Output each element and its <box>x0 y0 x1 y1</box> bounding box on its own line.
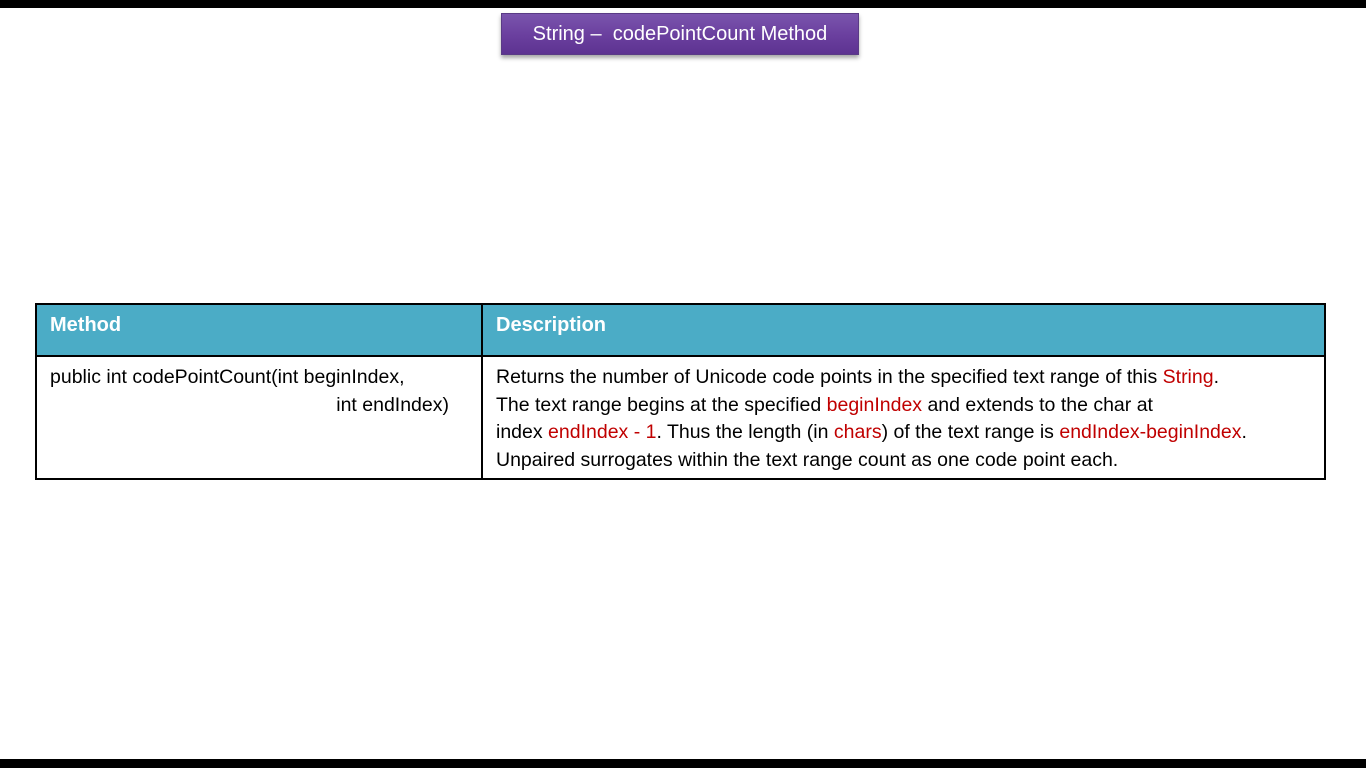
signature-line-2: int endIndex) <box>336 393 449 416</box>
table-row <box>36 356 1325 479</box>
bottom-border-bar <box>0 759 1366 768</box>
description-line-4: Unpaired surrogates within the text range count as one code point each. <box>496 448 1119 471</box>
description-column-header: Description <box>482 304 1325 356</box>
table-header-row <box>36 304 1325 356</box>
description-text: . <box>1241 421 1247 443</box>
highlight-endindex-minus-one: endIndex - 1 <box>548 421 657 443</box>
description-text: and extends to the char at <box>922 393 1153 416</box>
slide-title: String – codePointCount Method <box>501 13 859 55</box>
description-text: index <box>496 421 549 443</box>
description-line-1 <box>496 364 1311 392</box>
highlight-length-expression: endIndex-beginIndex <box>1059 421 1242 443</box>
method-description-cell <box>482 356 1325 479</box>
method-column-header: Method <box>36 304 482 356</box>
highlight-string: String <box>1162 366 1214 388</box>
method-table <box>35 303 1326 480</box>
description-text: . Thus the length (in <box>656 421 834 443</box>
signature-line-1: public int codePointCount(int beginIndex, <box>50 366 405 388</box>
highlight-chars: chars <box>833 421 882 443</box>
description-line-3 <box>496 419 1311 447</box>
description-text: Returns the number of Unicode code points in the specified text range of this <box>496 366 1163 388</box>
top-border-bar <box>0 0 1366 8</box>
description-text: . <box>1213 366 1220 388</box>
description-text: The text range begins at the specified <box>496 393 827 416</box>
method-signature-cell <box>36 356 482 479</box>
description-line-2 <box>496 392 1311 420</box>
description-text: ) of the text range is <box>881 421 1060 443</box>
highlight-beginindex: beginIndex <box>826 393 923 416</box>
